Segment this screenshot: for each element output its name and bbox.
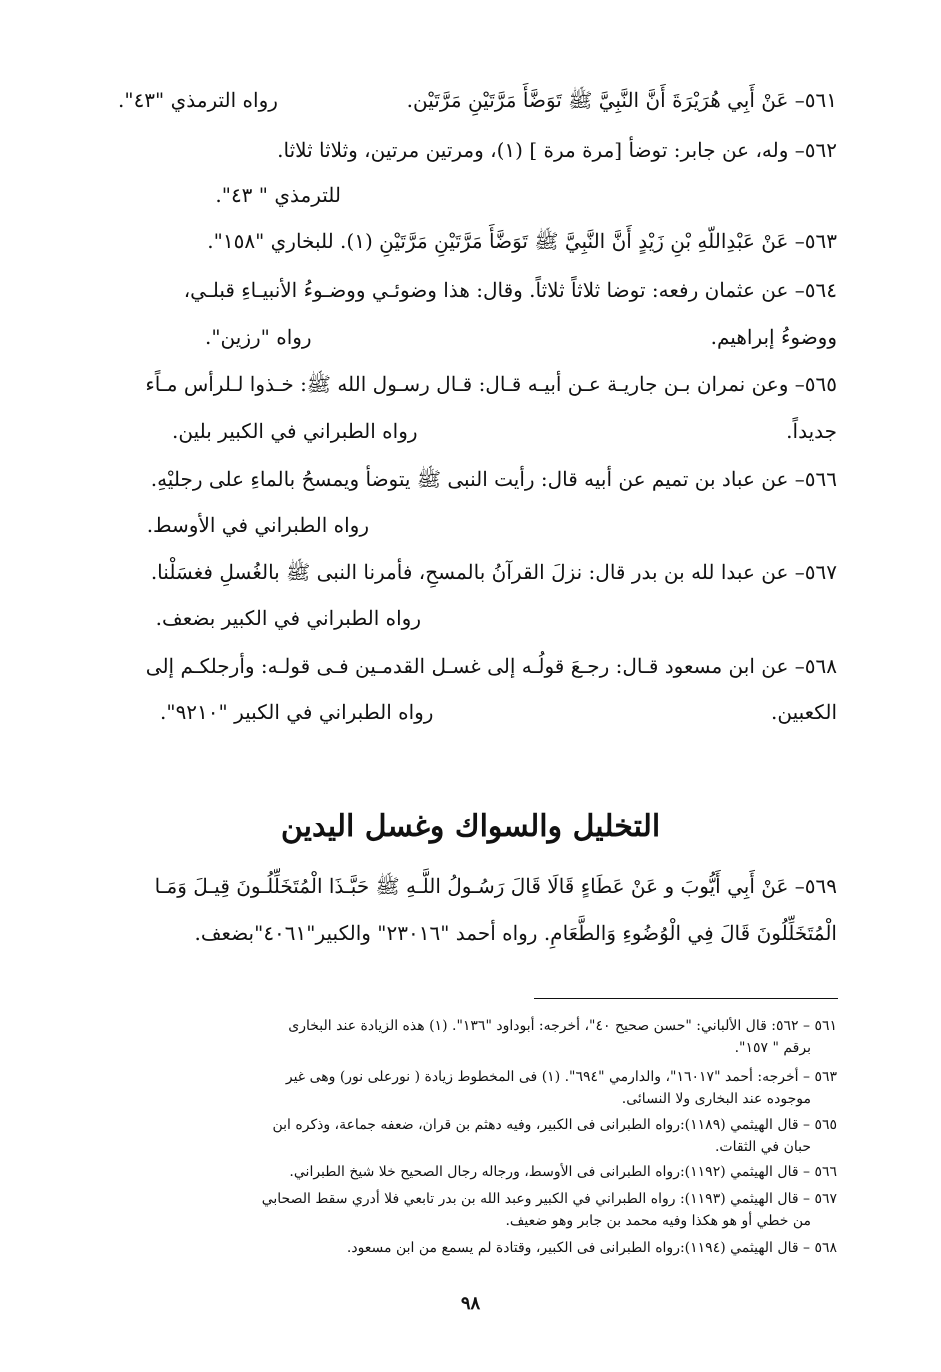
entry-564-line2: ووضوءُ إبراهيم.	[710, 325, 837, 349]
footnote-566-line1: ٥٦٦ – قال الهيثمي (١١٩٢):رواه الطبرانى فى الأوسط، ورجاله رجال الصحيح خلا شيخ الطبراني.	[289, 1164, 837, 1180]
entry-563-text: ٥٦٣– عَنْ عَبْدِاللّهِ بْنِ زَيْدٍ أَنَّ النَّبِيَّ ﷺ تَوَضَّأَ مَرَّتَيْنِ مَرَّتَيْنِ (١). للبخاري "١٥٨".	[207, 229, 837, 253]
entry-561-source: رواه الترمذي "٤٣".	[118, 88, 278, 112]
page-number: ٩٨	[460, 1293, 481, 1314]
footnote-568-line1: ٥٦٨ – قال الهيثمي (١١٩٤):رواه الطبرانى فى الكبير، وقتادة لم يسمع من ابن مسعود.	[346, 1240, 837, 1256]
footnote-565-line1: ٥٦٥ – قال الهيثمي (١١٨٩):رواه الطبرانى فى الكبير، وفيه دهثم بن قران، ضعفه جماعة، وذكره ابن	[272, 1117, 837, 1133]
footnote-563-line1: ٥٦٣ – أخرجه: أحمد "١٦٠١٧"، والدارمي "٦٩٤". (١) فى المخطوط زيادة ( نورعلى نور) وهى غير	[285, 1069, 837, 1085]
entry-566-line1: ٥٦٦– عن عباد بن تميم عن أبيه قال: رأيت النبى ﷺ يتوضأ ويمسحُ بالماءِ على رجليْهِ.	[150, 467, 837, 491]
entry-567-line1: ٥٦٧– عن عبدا لله بن بدر قال: نزلَ القرآنُ بالمسحِ، فأمرنا النبى ﷺ بالغُسلِ فغسَلْنا.	[150, 560, 837, 584]
entry-562-text: ٥٦٢– وله، عن جابر: توضأ [مرة مرة ] (١)، ومرتين مرتين، وثلاثا ثلاثا.	[277, 138, 837, 162]
entry-569-line2: الْمُتَخَلِّلُونَ قَالَ فِي الْوُضُوءِ وَالطَّعَامِ. رواه أحمد "٢٣٠١٦" والكبير"٤٠٦١"بضعف.	[194, 921, 837, 945]
entry-562-source: للترمذي " ٤٣".	[215, 183, 341, 207]
entry-566-source: رواه الطبراني في الأوسط.	[146, 513, 369, 537]
entry-564-source: رواه "رزين".	[205, 325, 312, 349]
footnote-separator	[534, 998, 838, 999]
footnote-565-line2: حبان في الثقات.	[714, 1139, 811, 1155]
entry-568-line2: الكعبين.	[771, 700, 837, 724]
footnote-561-line2: برقم " ١٥٧".	[734, 1040, 811, 1056]
entry-567-source: رواه الطبراني في الكبير بضعف.	[155, 606, 421, 630]
footnote-563-line2: موجوده عند البخارى ولا النسائى.	[621, 1091, 811, 1107]
entry-564-line1: ٥٦٤– عن عثمان رفعه: توضا ثلاثاً ثلاثاً. وقال: هذا وضوئـي ووضـوءُ الأنبيـاءِ قبلـي،	[183, 278, 837, 302]
section-heading: التخليل والسواك وغسل اليدين	[280, 809, 661, 844]
entry-569-line1: ٥٦٩– عَنْ أَبِي أَيُّوبَ و عَنْ عَطَاءٍ قَالَا قَالَ رَسُـولُ اللَّـهِ ﷺ حَبَّـذَا الْمُتَخَلِّلُـونَ قِيـلَ وَمَـا	[154, 874, 837, 898]
entry-565-line2: جديداً.	[786, 419, 837, 443]
entry-565-source: رواه الطبراني في الكبير بلين.	[172, 419, 418, 443]
entry-568-line1: ٥٦٨– عن ابن مسعود قـال: رجـعَ قولُـه إلى غسـل القدمـين فـى قولـه: وأرجلكـم إلى	[145, 654, 837, 678]
entry-561-text: ٥٦١– عَنْ أَبِي هُرَيْرَةَ أَنَّ النَّبِيَّ ﷺ تَوَضَّأَ مَرَّتَيْنِ مَرَّتَيْن.	[406, 88, 837, 112]
footnote-567-line1: ٥٦٧ – قال الهيثمي (١١٩٣): رواه الطبراني في الكبير وعبد الله بن بدر تابعي فلا أدري سقط الصحابي	[261, 1191, 837, 1207]
entry-565-line1: ٥٦٥– وعن نمران بـن جاريـة عـن أبيـه قـال: قـال رسـول الله ﷺ: خـذوا لـلرأس مـاًء	[145, 372, 837, 396]
footnote-561-line1: ٥٦١ – ٥٦٢: قال الألباني: "حسن صحيح ٤٠"، أخرجه: أبوداود "١٣٦". (١) هذه الزيادة عند البخارى	[288, 1018, 837, 1034]
entry-568-source: رواه الطبراني في الكبير "٩٢١٠".	[160, 700, 434, 724]
footnote-567-line2: من خطي أو هو هكذا وفيه محمد بن جابر وهو ضعيف.	[505, 1213, 811, 1229]
